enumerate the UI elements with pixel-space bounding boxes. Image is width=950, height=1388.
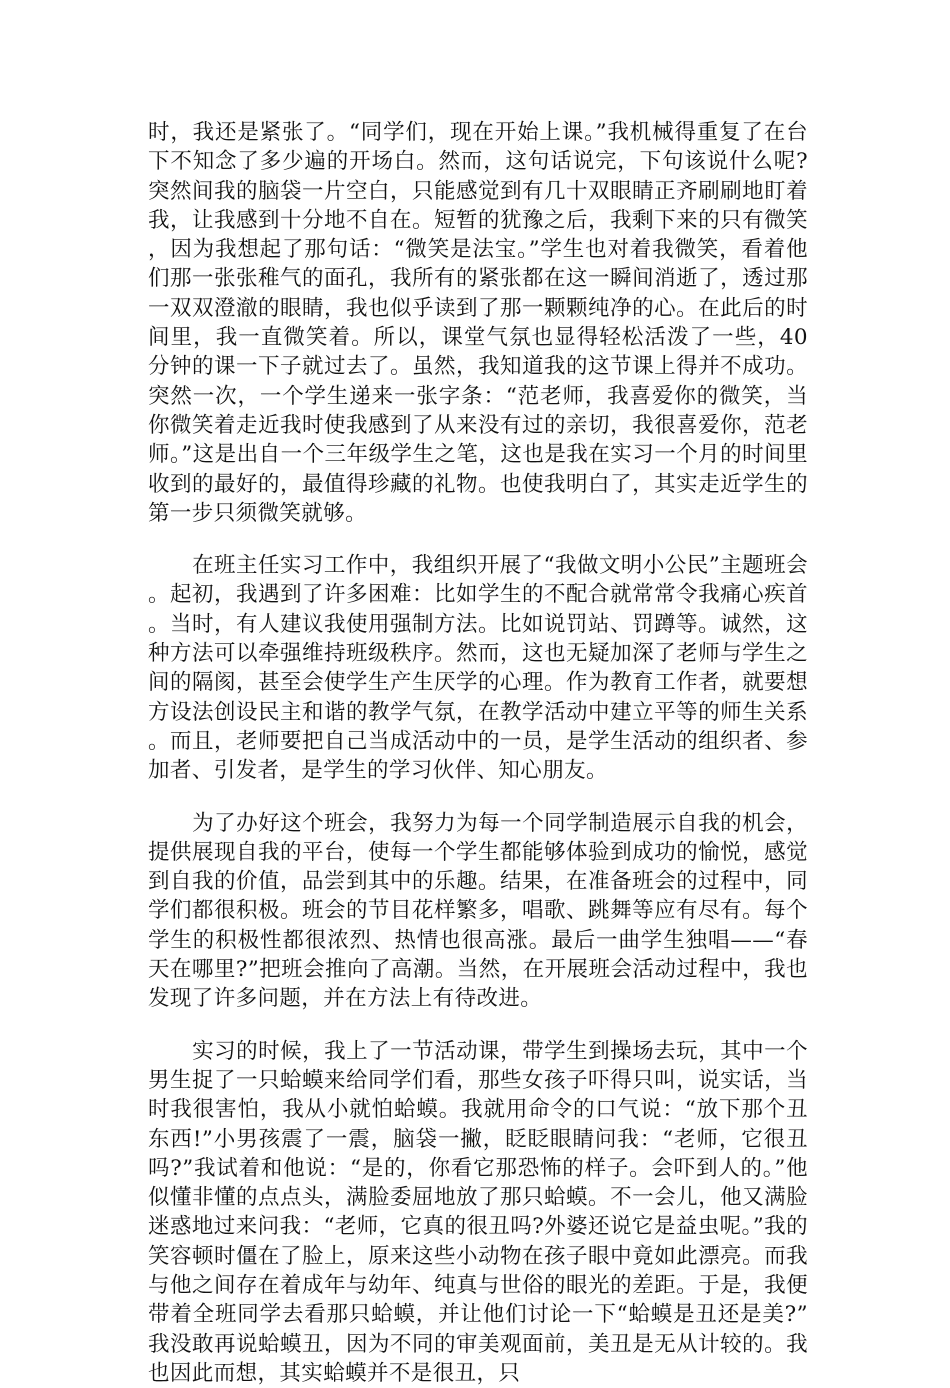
paragraph-2: 在班主任实习工作中，我组织开展了“我做文明小公民”主题班会。起初，我遇到了许多困难：比如学生的不配合就常常令我痛心疾首。当时，有人建议我使用强制方法。比如说罚站、罚蹲等。诚然，这种方法可以牵强维持班级秩序。然而，这也无疑加深了老师与学生之间的隔阂，甚至会使学生产生厌学的心理。作为教育工作者，就要想方设法创设民主和谐的教学气氛，在教学活动中建立平等的师生关系。而且，老师要把自己当成活动中的一员，是学生活动的组织者、参加者、引发者，是学生的学习伙伴、知心朋友。 xyxy=(148,553,808,784)
paragraph-1: 时，我还是紧张了。“同学们，现在开始上课。”我机械得重复了在台下不知念了多少遍的开场白。然而，这句话说完，下句该说什么呢?突然间我的脑袋一片空白，只能感觉到有几十双眼睛正齐刷刷地盯着我，让我感到十分地不自在。短暂的犹豫之后，我剩下来的只有微笑，因为我想起了那句话：“微笑是法宝。”学生也对着我微笑，看着他们那一张张稚气的面孔，我所有的紧张都在这一瞬间消逝了，透过那一双双澄澈的眼睛，我也似乎读到了那一颗颗纯净的心。在此后的时间里，我一直微笑着。所以，课堂气氛也显得轻松活泼了一些，40分钟的课一下子就过去了。虽然，我知道我的这节课上得并不成功。突然一次，一个学生递来一张字条：“范老师，我喜爱你的微笑，当你微笑着走近我时使我感到了从来没有过的亲切，我很喜爱你，范老师。”这是出自一个三年级学生之笔，这也是我在实习一个月的时间里收到的最好的，最值得珍藏的礼物。也使我明白了，其实走近学生的第一步只须微笑就够。 xyxy=(148,120,808,526)
paragraph-3: 为了办好这个班会，我努力为每一个同学制造展示自我的机会，提供展现自我的平台，使每一个学生都能够体验到成功的愉悦，感觉到自我的价值，品尝到其中的乐趣。结果，在准备班会的过程中，同学们都很积极。班会的节目花样繁多，唱歌、跳舞等应有尽有。每个学生的积极性都很浓烈、热情也很高涨。最后一曲学生独唱——“春天在哪里?”把班会推向了高潮。当然，在开展班会活动过程中，我也发现了许多问题，并在方法上有待改进。 xyxy=(148,810,808,1012)
paragraph-4: 实习的时候，我上了一节活动课，带学生到操场去玩，其中一个男生捉了一只蛤蟆来给同学们看，那些女孩子吓得只叫，说实话，当时我很害怕，我从小就怕蛤蟆。我就用命令的口气说：“放下那个丑东西!”小男孩震了一震，脑袋一撇，眨眨眼睛问我：“老师，它很丑吗?”我试着和他说：“是的，你看它那恐怖的样子。会吓到人的。”他似懂非懂的点点头，满脸委屈地放了那只蛤蟆。不一会儿，他又满脸迷惑地过来问我：“老师，它真的很丑吗?外婆还说它是益虫呢。”我的笑容顿时僵在了脸上，原来这些小动物在孩子眼中竟如此漂亮。而我与他之间存在着成年与幼年、纯真与世俗的眼光的差距。于是，我便带着全班同学去看那只蛤蟆，并让他们讨论一下“蛤蟆是丑还是美?”我没敢再说蛤蟆丑，因为不同的审美观面前，美丑是无从计较的。我也因此而想，其实蛤蟆并不是很丑，只 xyxy=(148,1038,808,1386)
document-body xyxy=(148,118,808,1388)
